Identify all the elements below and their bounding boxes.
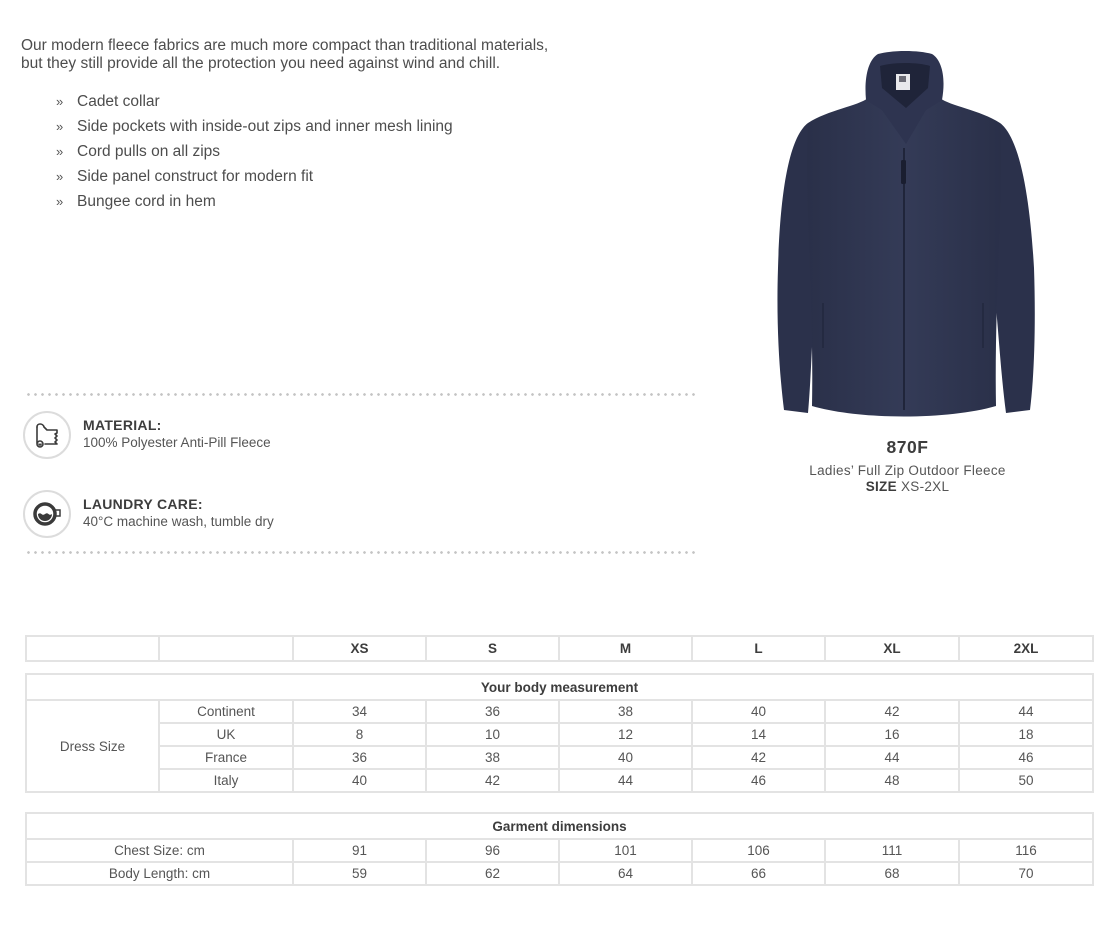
feature-item: » Bungee cord in hem [56,192,453,217]
table-row: Body Length: cm 59 62 64 66 68 70 [26,862,1093,885]
product-name: Ladies’ Full Zip Outdoor Fleece [809,463,1006,478]
table-row: Dress Size Continent 34 36 38 40 42 44 [26,700,1093,723]
feature-item: » Side pockets with inside-out zips and inner mesh lining [56,117,453,142]
table-row: France 36 38 40 42 44 46 [26,746,1093,769]
bullet-icon: » [56,144,64,159]
laundry-spec [23,490,274,538]
table-row: Chest Size: cm 91 96 101 106 111 116 [26,839,1093,862]
size-s: S [426,636,559,661]
bullet-icon: » [56,169,64,184]
table-row: UK 8 10 12 14 16 18 [26,723,1093,746]
washing-machine-icon [23,490,71,538]
dress-size-label: Dress Size [26,700,159,792]
material-spec [23,411,271,459]
fabric-icon [23,411,71,459]
size-label: SIZE [865,479,897,494]
size-header-row [26,636,1093,661]
garment-section-title: Garment dimensions [26,813,1093,839]
body-section-title: Your body measurement [26,674,1093,700]
size-m: M [559,636,692,661]
dotted-divider-bottom [25,551,698,554]
feature-item: » Cord pulls on all zips [56,142,453,167]
bullet-icon: » [56,119,64,134]
material-label: MATERIAL: [83,417,162,433]
table-row: Italy 40 42 44 46 48 50 [26,769,1093,792]
dotted-divider-top [25,393,698,396]
size-2xl: 2XL [959,636,1093,661]
feature-item: » Cadet collar [56,92,453,117]
product-caption [760,437,1055,494]
feature-item: » Side panel construct for modern fit [56,167,453,192]
product-code: 870F [886,437,929,457]
garment-dimensions-table [25,812,1094,886]
product-size [760,479,1055,494]
size-xl: XL [825,636,959,661]
bullet-icon: » [56,194,64,209]
product-image [768,48,1040,423]
feature-list [56,92,453,217]
size-xs: XS [293,636,426,661]
size-header-table [25,635,1094,662]
intro-paragraph [21,37,661,72]
laundry-value: 40°C machine wash, tumble dry [83,514,274,529]
intro-line-1: Our modern fleece fabrics are much more compact than traditional materials, [21,37,549,54]
body-measurement-table [25,673,1094,793]
bullet-icon: » [56,94,64,109]
laundry-label: LAUNDRY CARE: [83,496,203,512]
material-value: 100% Polyester Anti-Pill Fleece [83,435,271,450]
size-range: XS-2XL [900,479,950,494]
intro-line-2: but they still provide all the protection you need against wind and chill. [21,54,501,72]
size-l: L [692,636,825,661]
